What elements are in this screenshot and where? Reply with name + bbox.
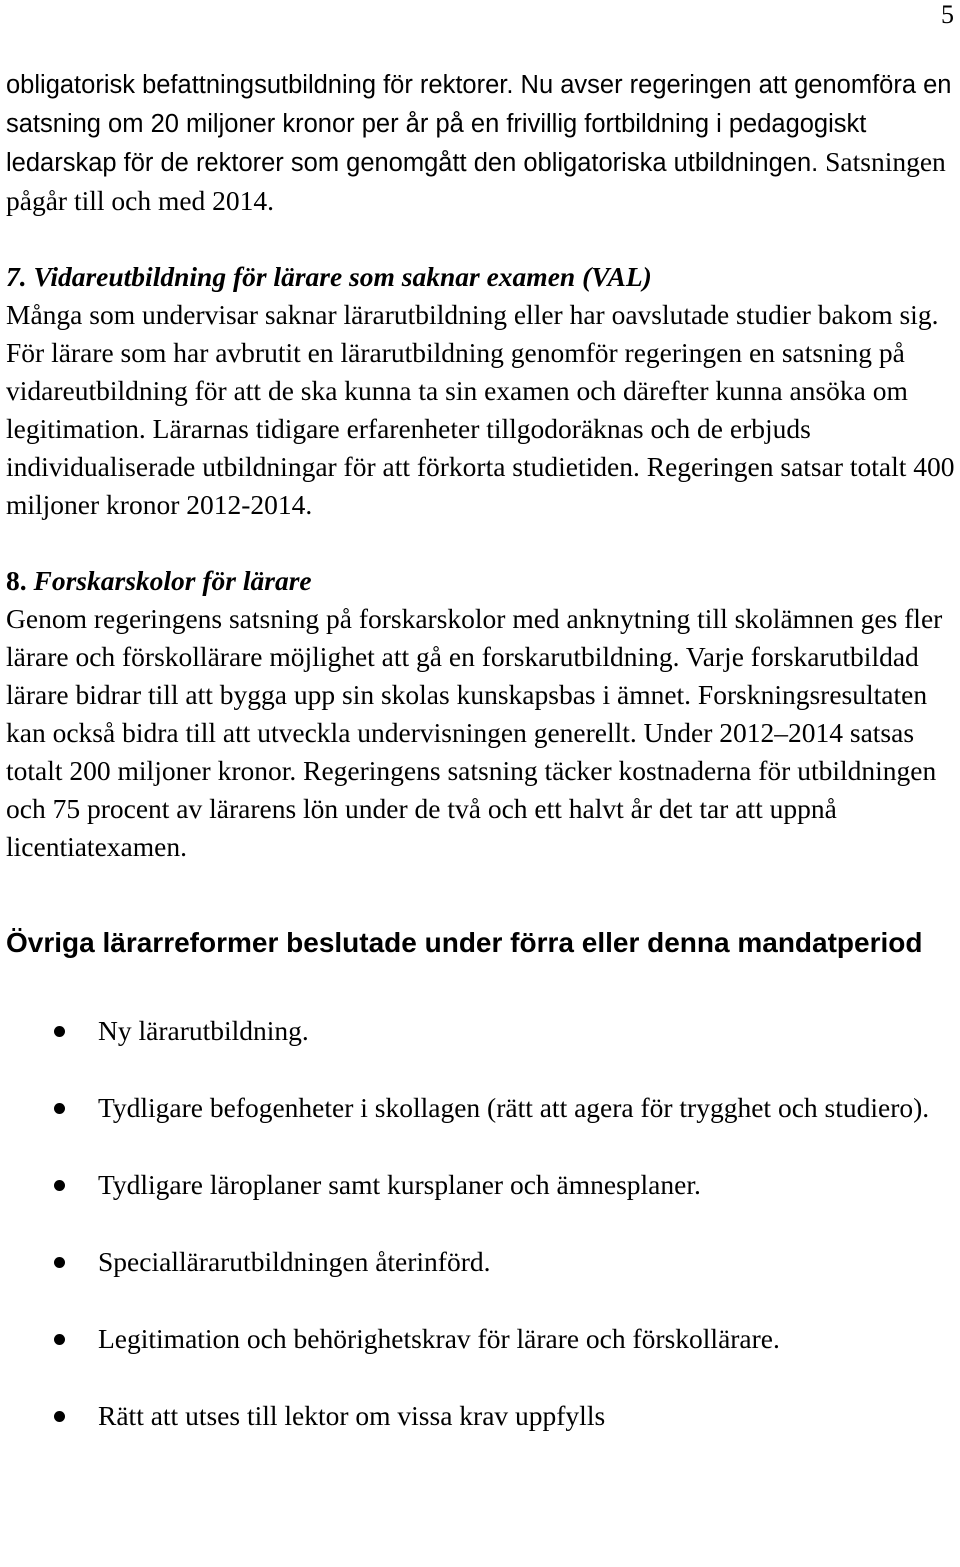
list-item bbox=[6, 1089, 956, 1127]
bullet-icon bbox=[54, 1026, 65, 1037]
section-7-title: Vidareutbildning för lärare som saknar examen (VAL) bbox=[33, 261, 652, 292]
list-item bbox=[6, 1166, 956, 1204]
section-8-body: Genom regeringens satsning på forskarskolor med anknytning till skolämnen ges fler lärare och förskollärare möjlighet att gå en forskarutbildning. Varje forskarutbildad lärare bidrar till att bygga upp sin skolas kunskapsbas i ämnet. Forskningsresultaten kan också bidra till att utveckla undervisningen generellt. Under 2012–2014 satsas totalt 200 miljoner kronor. Regeringens satsning täcker kostnaderna för utbildningen och 75 procent av lärarens lön under de två och ett halvt år det tar att uppnå licentiatexamen. bbox=[6, 603, 943, 862]
intro-tail-text: Satsningen pågår till och med 2014. bbox=[6, 146, 946, 216]
list-item bbox=[6, 1397, 956, 1435]
list-item-text: Ny lärarutbildning. bbox=[98, 1015, 309, 1046]
list-item-text: Speciallärarutbildningen återinförd. bbox=[98, 1246, 491, 1277]
section-7-body: Många som undervisar saknar lärarutbildning eller har oavslutade studier bakom sig. För lärare som har avbrutit en lärarutbildning genomför regeringen en satsning på vidareutbildning för att de ska kunna ta sin examen och därefter kunna ansöka om legitimation. Lärarnas tidigare erfarenheter tillgodoräknas och de erbjuds individualiserade utbildningar för att förkorta studietiden. Regeringen satsar totalt 400 miljoner kronor 2012-2014. bbox=[6, 299, 955, 520]
list-item-text: Rätt att utses till lektor om vissa krav uppfylls bbox=[98, 1400, 606, 1431]
reforms-heading: Övriga lärarreformer beslutade under förra eller denna mandatperiod bbox=[6, 927, 923, 958]
list-item-text: Tydligare befogenheter i skollagen (rätt att agera för trygghet och studiero). bbox=[98, 1092, 930, 1123]
list-item bbox=[6, 1320, 956, 1358]
section-8 bbox=[6, 562, 956, 866]
document-body bbox=[6, 65, 956, 1474]
bullet-icon bbox=[54, 1180, 65, 1191]
section-7-number: 7. bbox=[6, 261, 27, 292]
section-8-number: 8. bbox=[6, 565, 27, 596]
section-8-title: Forskarskolor för lärare bbox=[33, 565, 312, 596]
intro-text: obligatorisk befattningsutbildning för rektorer. Nu avser regeringen att genomföra en satsning om 20 miljoner kronor per år på en frivillig fortbildning i pedagogiskt ledarskap för de rektorer som genomgått den obligatoriska utbildningen. bbox=[6, 71, 952, 177]
intro-paragraph bbox=[6, 65, 956, 220]
reforms-list bbox=[6, 1012, 956, 1435]
bullet-icon bbox=[54, 1257, 65, 1268]
bullet-icon bbox=[54, 1334, 65, 1345]
list-item-text: Legitimation och behörighetskrav för lärare och förskollärare. bbox=[98, 1323, 780, 1354]
list-item bbox=[6, 1012, 956, 1050]
list-item bbox=[6, 1243, 956, 1281]
list-item-text: Tydligare läroplaner samt kursplaner och ämnesplaner. bbox=[98, 1169, 701, 1200]
bullet-icon bbox=[54, 1411, 65, 1422]
section-7 bbox=[6, 258, 956, 524]
bullet-icon bbox=[54, 1103, 65, 1114]
page-number: 5 bbox=[941, 0, 954, 29]
